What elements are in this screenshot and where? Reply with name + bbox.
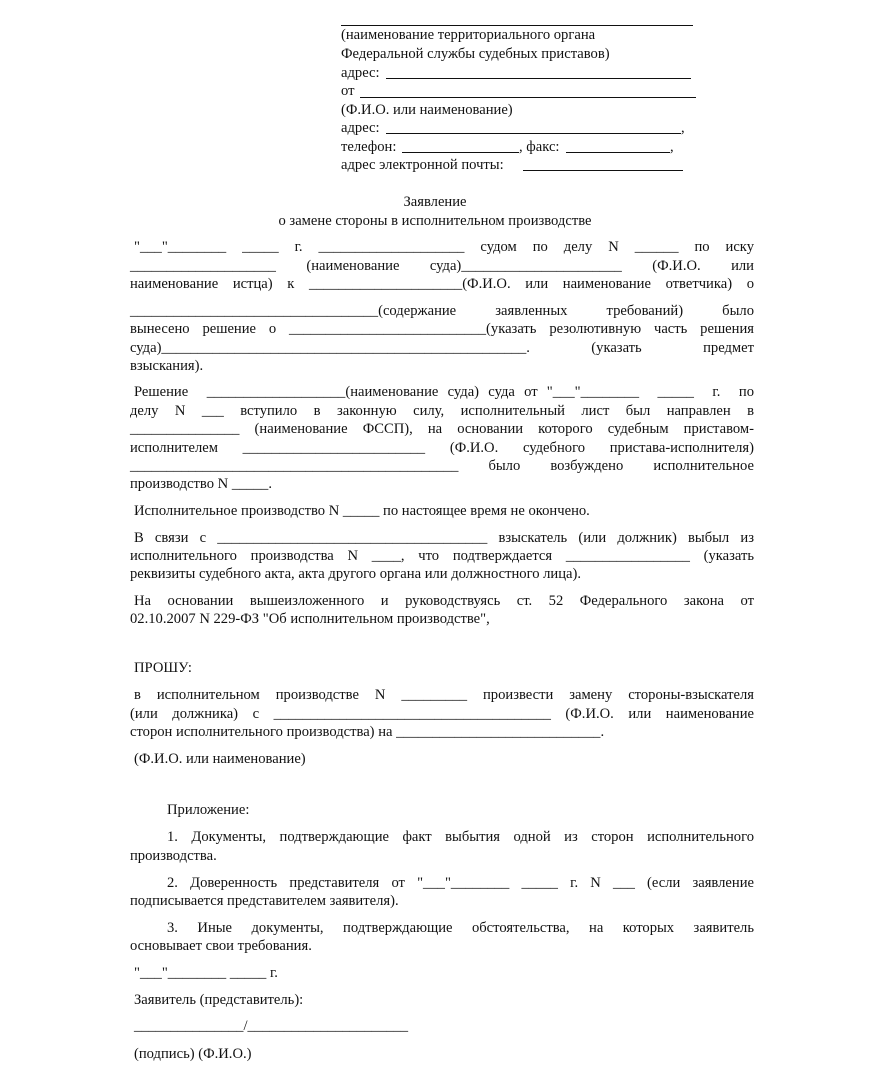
request-heading: ПРОШУ: xyxy=(134,660,192,676)
paragraph-withdrawal-line2: исполнительного производства N ____, что подтверждается _________________ (указать xyxy=(130,548,754,564)
header-fio-label: (Ф.И.О. или наименование) xyxy=(341,102,513,118)
attachment-item-2-line2: подписывается представителем заявителя). xyxy=(130,893,399,909)
request-line3: сторон исполнительного производства) на ____________________________. xyxy=(130,724,605,740)
attachment-item-2-line1: 2. Доверенность представителя от "___"________ _____ г. N ___ (если заявление xyxy=(167,875,754,891)
header-authority-line1: (наименование территориального органа xyxy=(341,27,596,43)
request-line1: в исполнительном производстве N _________ произвести замену стороны-взыскателя xyxy=(134,687,754,703)
header-top-line xyxy=(341,12,693,26)
paragraph-court-line7: взыскания). xyxy=(130,358,204,374)
paragraph-court-line4: __________________________________(содержание заявленных требований) было xyxy=(130,303,754,319)
header-address2-comma: , xyxy=(681,120,685,136)
paragraph-decision-line4: исполнителем _________________________ (Ф.И.О. судебного пристава-исполнителя) xyxy=(130,440,754,456)
paragraph-court-line2: ____________________ (наименование суда)______________________ (Ф.И.О. или xyxy=(130,258,754,274)
header-phone-label: телефон: xyxy=(341,139,397,155)
document-title: Заявление xyxy=(403,194,467,210)
attachment-item-1-line2: производства. xyxy=(130,848,217,864)
header-email-line xyxy=(523,157,683,171)
header-fax-comma: , xyxy=(670,139,674,155)
paragraph-law-line2: 02.10.2007 N 229-ФЗ "Об исполнительном производстве", xyxy=(130,611,490,627)
attachments-heading: Приложение: xyxy=(167,802,250,818)
header-address2-line xyxy=(386,120,681,134)
request-line2: (или должника) с ______________________________________ (Ф.И.О. или наименование xyxy=(130,706,754,722)
paragraph-decision-line6: производство N _____. xyxy=(130,476,272,492)
header-phone-line xyxy=(402,139,519,153)
paragraph-decision-line3: _______________ (наименование ФССП), на основании которого судебным приставом- xyxy=(130,421,754,437)
footer-signature-line: _______________/______________________ xyxy=(134,1018,409,1034)
paragraph-decision-line5: _____________________________________________ было возбуждено исполнительное xyxy=(130,458,754,474)
paragraph-decision-line1: Решение ___________________(наименование суда) суда от "___"________ _____ г. по xyxy=(134,384,754,400)
request-line4: (Ф.И.О. или наименование) xyxy=(134,751,306,767)
footer-signature-caption: (подпись) (Ф.И.О.) xyxy=(134,1046,252,1062)
paragraph-withdrawal-line1: В связи с _____________________________________ взыскатель (или должник) выбыл из xyxy=(134,530,754,546)
header-from-label: от xyxy=(341,83,355,99)
document-subtitle: о замене стороны в исполнительном производстве xyxy=(278,213,592,229)
footer-date: "___"________ _____ г. xyxy=(134,965,278,981)
header-authority-line2: Федеральной службы судебных приставов) xyxy=(341,46,610,62)
paragraph-withdrawal-line3: реквизиты судебного акта, акта другого органа или должностного лица). xyxy=(130,566,582,582)
footer-applicant-label: Заявитель (представитель): xyxy=(134,992,304,1008)
attachment-item-3-line2: основывает свои требования. xyxy=(130,938,312,954)
paragraph-court-line3: наименование истца) к _____________________(Ф.И.О. или наименование ответчика) о xyxy=(130,276,754,292)
attachment-item-1-line1: 1. Документы, подтверждающие факт выбытия одной из сторон исполнительного xyxy=(167,829,754,845)
header-address-line xyxy=(386,65,691,79)
header-email-label: адрес электронной почты: xyxy=(341,157,504,173)
header-fax-label: , факс: xyxy=(519,139,560,155)
header-address-label: адрес: xyxy=(341,65,380,81)
header-fax-line xyxy=(566,139,670,153)
header-address2-label: адрес: xyxy=(341,120,380,136)
paragraph-not-finished: Исполнительное производство N _____ по настоящее время не окончено. xyxy=(134,503,590,519)
paragraph-law-line1: На основании вышеизложенного и руководствуясь ст. 52 Федерального закона от xyxy=(134,593,754,609)
paragraph-court-line6: суда)__________________________________________________. (указать предмет xyxy=(130,340,754,356)
paragraph-court-line1: "___"________ _____ г. ____________________ судом по делу N ______ по иску xyxy=(134,239,754,255)
paragraph-court-line5: вынесено решение о ___________________________(указать резолютивную часть решения xyxy=(130,321,754,337)
attachment-item-3-line1: 3. Иные документы, подтверждающие обстоятельства, на которых заявитель xyxy=(167,920,754,936)
paragraph-decision-line2: делу N ___ вступило в законную силу, исполнительный лист был направлен в xyxy=(130,403,754,419)
header-from-line xyxy=(360,84,696,98)
